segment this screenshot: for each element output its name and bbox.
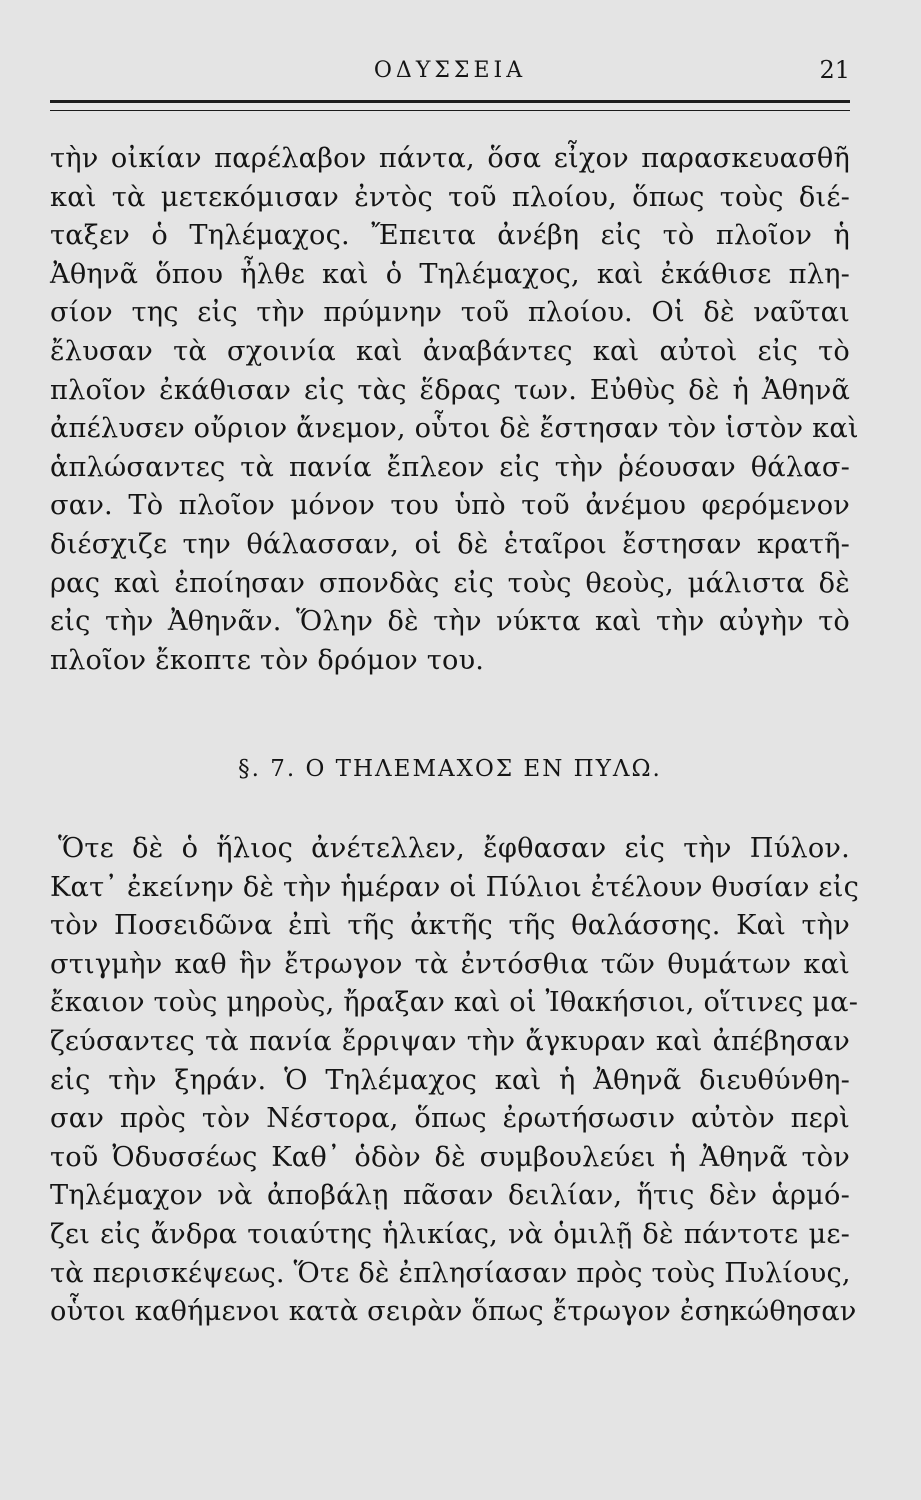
text-line: ζεύσαντες τὰ πανία ἔρριψαν τὴν ἄγκυραν καὶ ἀπέβησαν (50, 1025, 850, 1057)
text-line: ἔλυσαν τὰ σχοινία καὶ ἀναβάντες καὶ αὐτοὶ εἰς τὸ (50, 335, 850, 367)
section-heading: §. 7. Ο ΤΗΛΕΜΑΧΟΣ ΕΝ ΠΥΛΩ. (238, 756, 662, 782)
page-number: 21 (819, 56, 850, 84)
running-title: ΟΔΥΣΣΕΙΑ (373, 58, 527, 83)
text-line: πλοῖον ἔκοπτε τὸν δρόμον του. (50, 644, 485, 676)
text-line: Τηλέμαχον νὰ ἀποβάλῃ πᾶσαν δειλίαν, ἥτις δὲν ἁρμό- (50, 1180, 850, 1212)
paragraph-1 (50, 140, 859, 680)
text-line: καὶ τὰ μετεκόμισαν ἐντὸς τοῦ πλοίου, ὅπως τοὺς διέ- (50, 181, 850, 213)
text-line: διέσχιζε την θάλασσαν, οἱ δὲ ἑταῖροι ἔστησαν κρατῆ- (50, 528, 850, 560)
text-line: σαν. Τὸ πλοῖον μόνον του ὑπὸ τοῦ ἀνέμου φερόμενον (50, 490, 850, 522)
text-line: τὰ περισκέψεως. Ὅτε δὲ ἐπλησίασαν πρὸς τοὺς Πυλίους, (50, 1257, 851, 1289)
text-line: εἰς τὴν ξηράν. Ὁ Τηλέμαχος καὶ ἡ Ἀθηνᾶ διευθύνθη- (50, 1064, 850, 1096)
paragraph-2 (50, 830, 860, 1332)
text-line: εἰς τὴν Ἀθηνᾶν. Ὅλην δὲ τὴν νύκτα καὶ τὴν αὐγὴν τὸ (50, 606, 850, 638)
text-line: τοῦ Ὀδυσσέως Καθ᾽ ὁδὸν δὲ συμβουλεύει ἡ Ἀθηνᾶ τὸν (50, 1141, 850, 1173)
header-rule-thick (50, 100, 850, 103)
text-line: τὸν Ποσειδῶνα ἐπὶ τῆς ἀκτῆς τῆς θαλάσσης. Καὶ τὴν (50, 910, 850, 942)
text-line: Κατ᾽ ἐκείνην δὲ τὴν ἡμέραν οἱ Πύλιοι ἐτέλουν θυσίαν εἰς (50, 871, 860, 903)
text-line: τὴν οἰκίαν παρέλαβον πάντα, ὅσα εἶχον παρασκευασθῆ (50, 143, 850, 174)
text-line: ρας καὶ ἐποίησαν σπονδὰς εἰς τοὺς θεοὺς, μάλιστα δὲ (50, 567, 850, 599)
text-line: σαν πρὸς τὸν Νέστορα, ὅπως ἐρωτήσωσιν αὐτὸν περὶ (50, 1103, 850, 1135)
text-line: Ὅτε δὲ ὁ ἥλιος ἀνέτελλεν, ἔφθασαν εἰς τὴν Πύλον. (58, 833, 850, 864)
text-line: ἀπέλυσεν οὔριον ἄνεμον, οὗτοι δὲ ἔστησαν τὸν ἱστὸν καὶ (50, 413, 859, 445)
text-line: Ἀθηνᾶ ὅπου ἦλθε καὶ ὁ Τηλέμαχος, καὶ ἐκάθισε πλη- (50, 258, 850, 290)
text-line: ἁπλώσαντες τὰ πανία ἔπλεον εἰς τὴν ῥέουσαν θάλασ- (50, 451, 850, 483)
text-line: σίον της εἰς τὴν πρύμνην τοῦ πλοίου. Οἱ δὲ ναῦται (50, 297, 850, 329)
page-header (50, 58, 850, 94)
header-rule-thin (50, 110, 850, 111)
text-line: πλοῖον ἐκάθισαν εἰς τὰς ἕδρας των. Εὐθὺς δὲ ἡ Ἀθηνᾶ (50, 374, 850, 406)
text-line: οὗτοι καθήμενοι κατὰ σειρὰν ὅπως ἔτρωγον ἐσηκώθησαν (50, 1296, 857, 1328)
text-line: στιγμὴν καθ ἣν ἔτρωγον τὰ ἐντόσθια τῶν θυμάτων καὶ (50, 948, 850, 980)
text-line: ταξεν ὁ Τηλέμαχος. Ἔπειτα ἀνέβη εἰς τὸ πλοῖον ἡ (50, 220, 850, 252)
text-line: ἔκαιον τοὺς μηροὺς, ἤραξαν καὶ οἱ Ἰθακήσιοι, οἵτινες μα- (50, 987, 859, 1019)
text-line: ζει εἰς ἄνδρα τοιαύτης ἡλικίας, νὰ ὁμιλῇ δὲ πάντοτε με- (50, 1218, 850, 1250)
